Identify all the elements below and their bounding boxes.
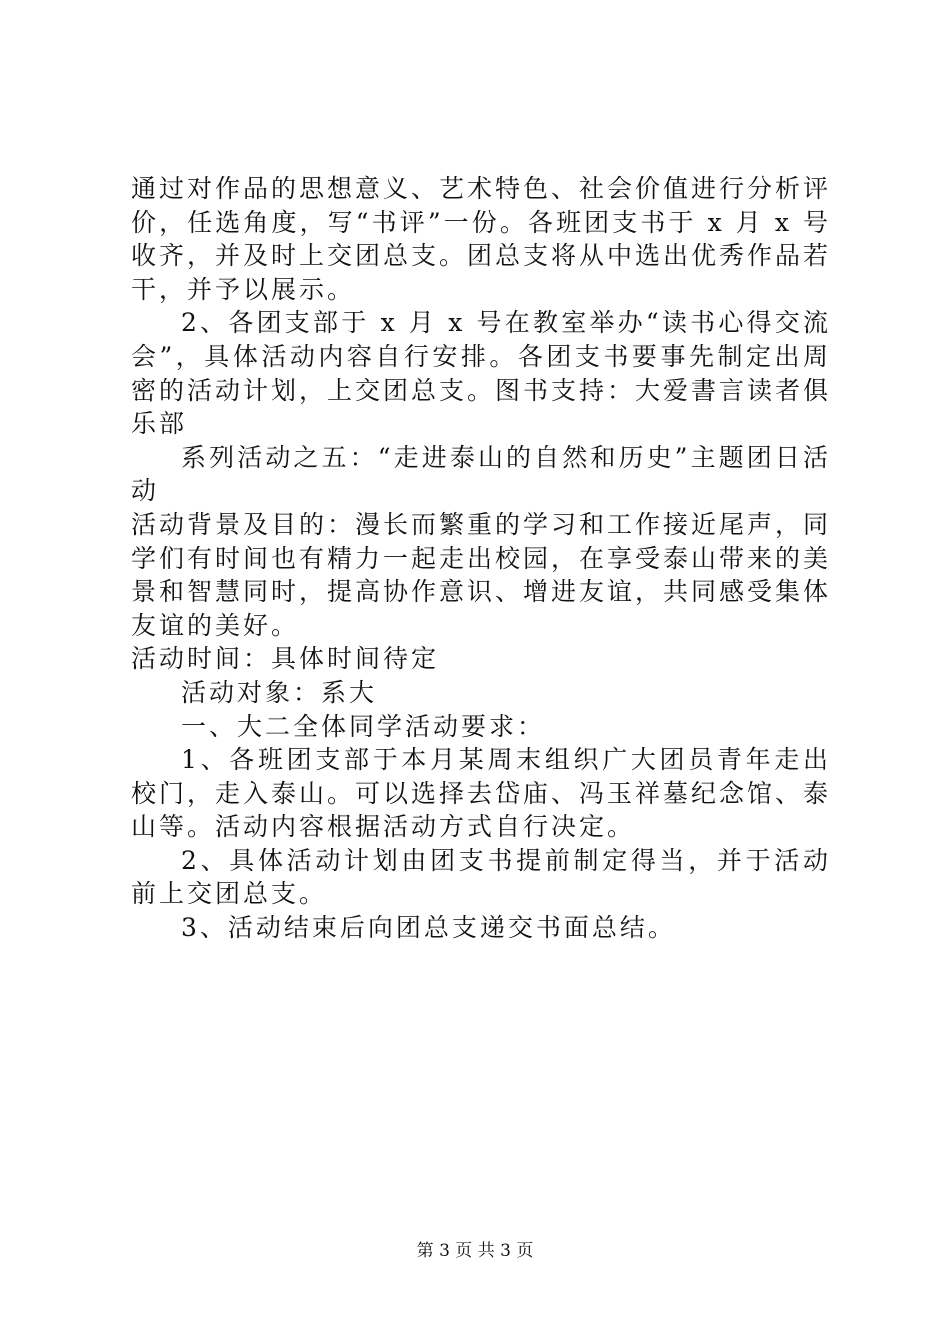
paragraph-activity-target: 活动对象：系大 (181, 677, 378, 707)
paragraph-book-review: 通过对作品的思想意义、艺术特色、社会价值进行分析评价，任选角度，写“书评”一份。各班团支书于 x 月 x 号收齐，并及时上交团总支。团总支将从中选出优秀作品若干，并予以展示。 (131, 174, 832, 304)
page-footer: 第 3 页 共 3 页 (416, 1241, 534, 1261)
paragraph-requirement-1: 1、各班团支部于本月某周末组织广大团员青年走出校门，走入泰山。可以选择去岱庙、冯玉祥墓纪念馆、泰山等。活动内容根据活动方式自行决定。 (131, 745, 832, 842)
paragraph-background: 活动背景及目的：漫长而繁重的学习和工作接近尾声，同学们有时间也有精力一起走出校园，在享受泰山带来的美景和智慧同时，提高协作意识、增进友谊，共同感受集体友谊的美好。 (131, 509, 832, 640)
paragraph-exchange-meeting: 2、各团支部于 x 月 x 号在教室举办“读书心得交流会”，具体活动内容自行安排。各团支书要事先制定出周密的活动计划，上交团总支。图书支持：大爱書言读者俱乐部 (131, 308, 832, 439)
paragraph-requirement-3: 3、活动结束后向团总支递交书面总结。 (181, 913, 676, 943)
document-body (131, 172, 831, 945)
paragraph-requirements-heading: 一、大二全体同学活动要求： (181, 711, 546, 741)
paragraph-activity-time: 活动时间：具体时间待定 (131, 644, 440, 674)
paragraph-activity-five-title: 系列活动之五：“走进泰山的自然和历史”主题团日活动 (131, 442, 831, 506)
paragraph-requirement-2: 2、具体活动计划由团支书提前制定得当，并于活动前上交团总支。 (131, 845, 831, 909)
